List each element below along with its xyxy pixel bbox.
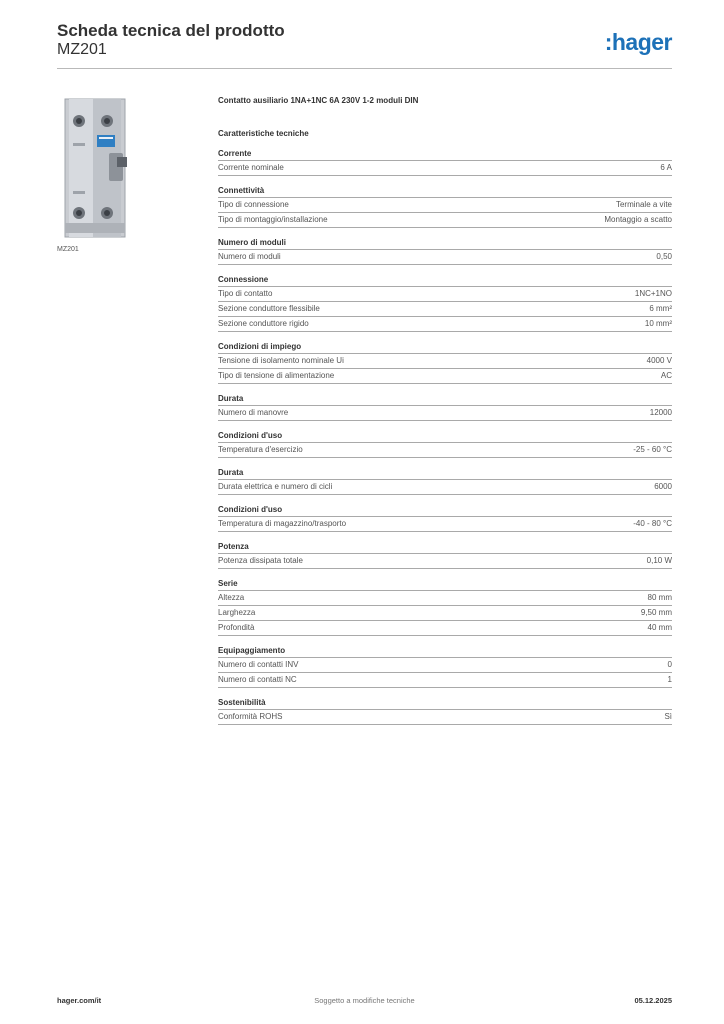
spec-value: 4000 V <box>646 356 672 365</box>
spec-label: Sezione conduttore rigido <box>218 319 309 328</box>
spec-value: 40 mm <box>647 623 672 632</box>
spec-row <box>218 591 672 606</box>
spec-row <box>218 673 672 688</box>
spec-value: 6 A <box>660 163 672 172</box>
spec-value: 6000 <box>654 482 672 491</box>
spec-row <box>218 554 672 569</box>
spec-label: Numero di moduli <box>218 252 281 261</box>
spec-row <box>218 354 672 369</box>
spec-group-heading: Sostenibilità <box>218 697 672 710</box>
spec-group-heading: Potenza <box>218 541 672 554</box>
product-code: MZ201 <box>57 41 107 58</box>
spec-row <box>218 443 672 458</box>
product-image <box>57 95 201 240</box>
spec-value: Terminale a vite <box>615 200 672 209</box>
spec-value: 10 mm² <box>644 319 672 328</box>
spec-label: Profondità <box>218 623 255 632</box>
spec-group-heading: Numero di moduli <box>218 237 672 250</box>
spec-row <box>218 369 672 384</box>
spec-group-heading: Connettività <box>218 185 672 198</box>
spec-group-heading: Durata <box>218 393 672 406</box>
header-divider <box>57 68 672 69</box>
spec-value: 0,50 <box>656 252 672 261</box>
spec-label: Tensione di isolamento nominale Ui <box>218 356 344 365</box>
circuit-breaker-auxiliary-contact-icon <box>57 95 201 240</box>
spec-row <box>218 621 672 636</box>
spec-groups <box>218 148 672 725</box>
spec-value: -25 - 60 °C <box>633 445 672 454</box>
footer-website-link[interactable]: hager.com/it <box>57 996 102 1005</box>
hager-logo: :hager <box>604 29 672 55</box>
spec-value: 1NC+1NO <box>634 289 672 298</box>
spec-label: Larghezza <box>218 608 256 617</box>
spec-label: Conformità ROHS <box>218 712 283 721</box>
spec-row <box>218 406 672 421</box>
spec-label: Numero di manovre <box>218 408 289 417</box>
footer-date: 05.12.2025 <box>634 996 672 1005</box>
spec-label: Tipo di contatto <box>218 289 273 298</box>
spec-group-heading: Condizioni d'uso <box>218 504 672 517</box>
spec-sheet <box>218 96 672 725</box>
spec-row <box>218 302 672 317</box>
spec-label: Tipo di montaggio/installazione <box>218 215 328 224</box>
footer-disclaimer: Soggetto a modifiche tecniche <box>314 996 415 1005</box>
spec-row <box>218 287 672 302</box>
spec-row <box>218 517 672 532</box>
spec-value: 0,10 W <box>646 556 672 565</box>
spec-row <box>218 198 672 213</box>
spec-value: 1 <box>667 675 672 684</box>
footer <box>57 996 672 1006</box>
spec-group-heading: Corrente <box>218 148 672 161</box>
spec-value: Sì <box>664 712 672 721</box>
spec-value: 12000 <box>649 408 672 417</box>
spec-label: Tipo di connessione <box>218 200 289 209</box>
spec-label: Sezione conduttore flessibile <box>218 304 320 313</box>
spec-label: Temperatura d'esercizio <box>218 445 303 454</box>
spec-row <box>218 480 672 495</box>
spec-label: Corrente nominale <box>218 163 284 172</box>
spec-value: 80 mm <box>647 593 672 602</box>
page-title: Scheda tecnica del prodotto <box>57 21 285 40</box>
spec-value: 0 <box>667 660 672 669</box>
spec-row <box>218 710 672 725</box>
spec-label: Altezza <box>218 593 245 602</box>
spec-label: Numero di contatti NC <box>218 675 297 684</box>
image-caption: MZ201 <box>57 246 79 253</box>
spec-label: Tipo di tensione di alimentazione <box>218 371 335 380</box>
spec-group-heading: Serie <box>218 578 672 591</box>
spec-value: AC <box>660 371 672 380</box>
spec-label: Durata elettrica e numero di cicli <box>218 482 333 491</box>
spec-group-heading: Condizioni di impiego <box>218 341 672 354</box>
spec-row <box>218 606 672 621</box>
section-title: Caratteristiche tecniche <box>218 129 309 138</box>
spec-row <box>218 213 672 228</box>
spec-value: 9,50 mm <box>640 608 672 617</box>
product-name: Contatto ausiliario 1NA+1NC 6A 230V 1-2 moduli DIN <box>218 96 419 105</box>
spec-group-heading: Connessione <box>218 274 672 287</box>
spec-group-heading: Equipaggiamento <box>218 645 672 658</box>
spec-group-heading: Condizioni d'uso <box>218 430 672 443</box>
spec-value: Montaggio a scatto <box>604 215 672 224</box>
spec-row <box>218 161 672 176</box>
spec-label: Temperatura di magazzino/trasporto <box>218 519 347 528</box>
spec-label: Numero di contatti INV <box>218 660 299 669</box>
spec-row <box>218 317 672 332</box>
spec-value: -40 - 80 °C <box>633 519 672 528</box>
spec-row <box>218 658 672 673</box>
spec-group-heading: Durata <box>218 467 672 480</box>
spec-label: Potenza dissipata totale <box>218 556 303 565</box>
spec-value: 6 mm² <box>649 304 672 313</box>
spec-row <box>218 250 672 265</box>
